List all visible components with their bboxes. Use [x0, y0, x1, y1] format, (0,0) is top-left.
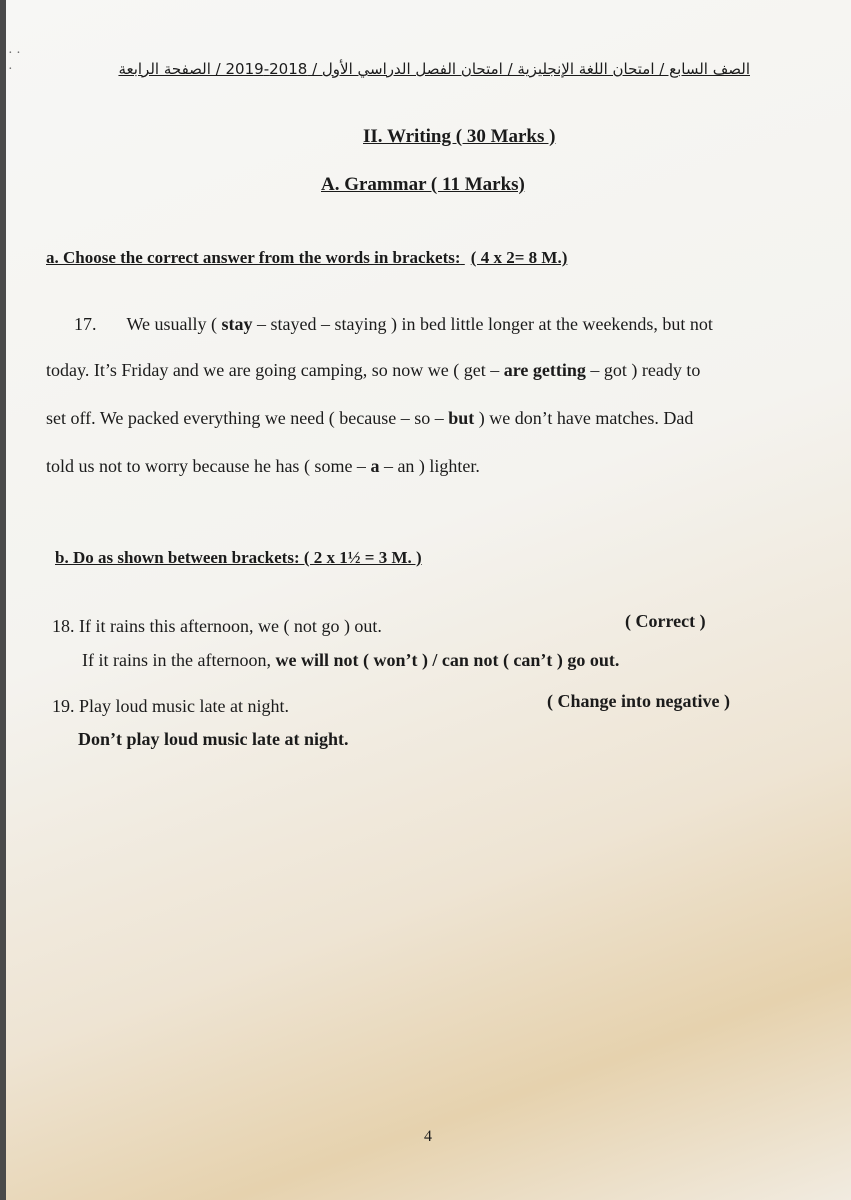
scan-specks: · · ·: [8, 46, 21, 77]
q17-answer-2: are getting: [503, 360, 586, 380]
q18-directive: ( Correct ): [625, 611, 706, 631]
q17-answer-3: but: [448, 408, 475, 428]
part-a-instruction-text: a. Choose the correct answer from the words in brackets:: [46, 248, 461, 267]
q18-answer: [82, 650, 619, 671]
q17-text: – got ) ready to: [590, 360, 701, 380]
q19-directive: ( Change into negative ): [547, 691, 730, 711]
q19-answer: Don’t play loud music late at night.: [78, 729, 349, 749]
q17-text: We usually (: [126, 314, 218, 334]
q18-answer-bold: we will not ( won’t ) / can not ( can’t ) go out.: [275, 650, 620, 670]
page-header: الصف السابع / امتحان اللغة الإنجليزية / امتحان الفصل الدراسي الأول / 2018-2019 / الصفحة الرابعة: [118, 60, 750, 78]
q17-line-3: [46, 408, 786, 429]
q17-answer-1: stay: [221, 314, 253, 334]
page-edge-shadow: [0, 0, 6, 1200]
q17-answer-4: a: [370, 456, 380, 476]
q17-text: set off. We packed everything we need ( because – so –: [46, 408, 444, 428]
q17-line-4: [46, 456, 786, 477]
q17-text: today. It’s Friday and we are going camping, so now we ( get –: [46, 360, 500, 380]
q19-question: 19. Play loud music late at night.: [52, 696, 289, 716]
q17-text: ) we don’t have matches. Dad: [478, 408, 694, 428]
section-title: II. Writing ( 30 Marks ): [363, 126, 556, 147]
q17-text: told us not to worry because he has ( some –: [46, 456, 366, 476]
q17-text: – stayed – staying ) in bed little longer at the weekends, but not: [257, 314, 713, 334]
subsection-title: A. Grammar ( 11 Marks): [321, 174, 525, 195]
q18-question: 18. If it rains this afternoon, we ( not go ) out.: [52, 616, 382, 636]
part-a-marks: ( 4 x 2= 8 M.): [470, 248, 568, 267]
q17-line-1: [46, 314, 786, 335]
q17-number: 17.: [74, 314, 97, 334]
part-b-instruction: b. Do as shown between brackets: ( 2 x 1½ = 3 M. ): [55, 548, 422, 567]
q18-answer-lead: If it rains in the afternoon,: [82, 650, 271, 670]
q17-text: – an ) lighter.: [383, 456, 480, 476]
part-a-instruction: [46, 248, 567, 268]
q17-line-2: [46, 360, 786, 381]
page-number: 4: [424, 1128, 432, 1145]
